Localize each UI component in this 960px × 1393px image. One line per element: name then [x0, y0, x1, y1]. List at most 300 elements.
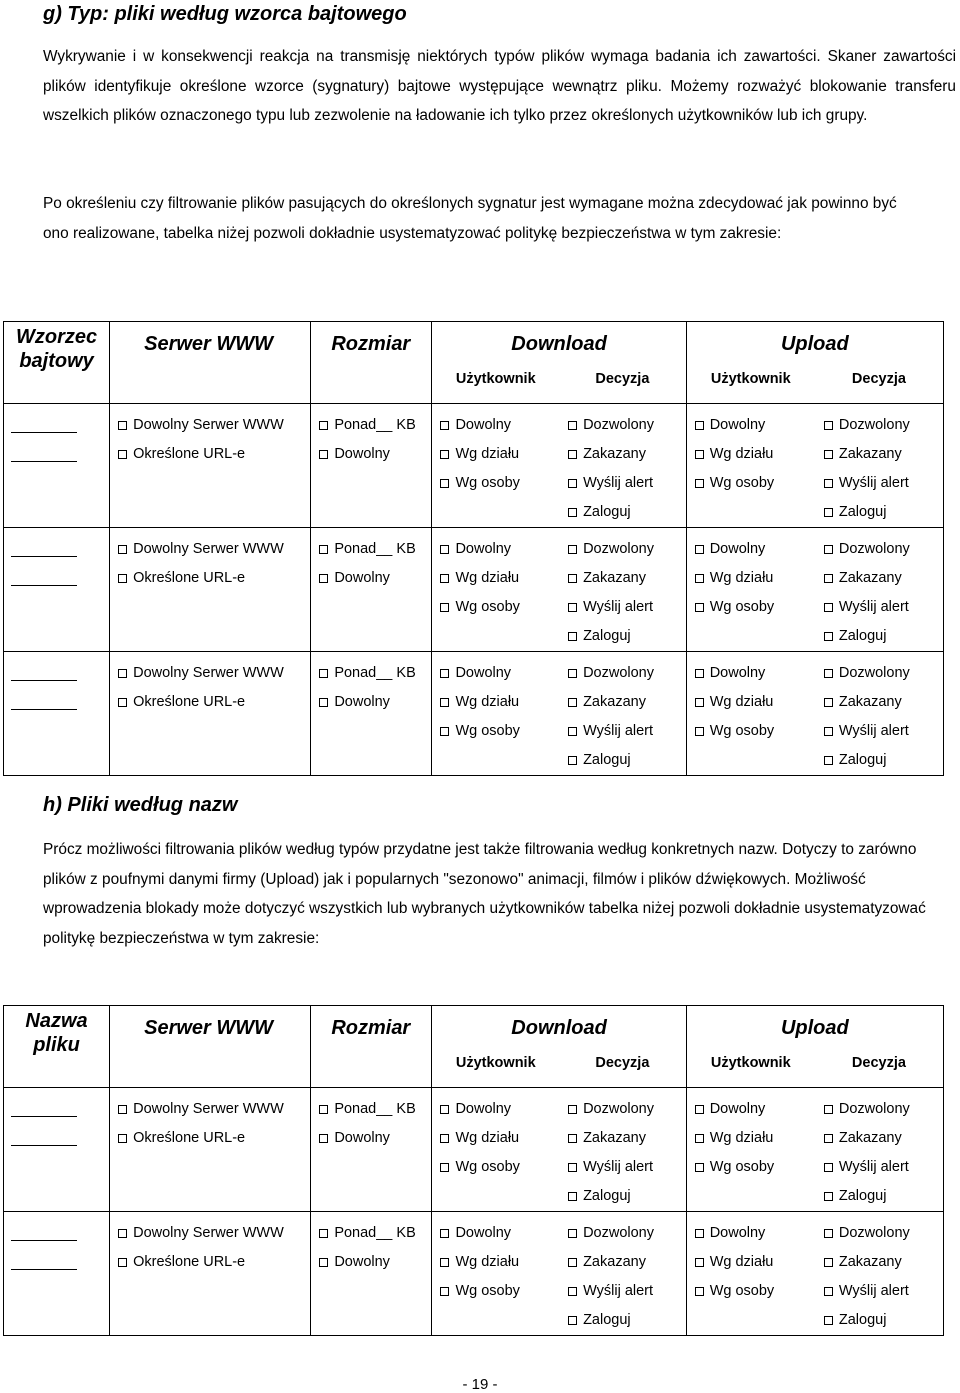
- option-user-any[interactable]: [695, 1219, 814, 1248]
- option-user-person[interactable]: [695, 469, 814, 498]
- checkbox-icon[interactable]: [695, 698, 704, 707]
- option-any-server[interactable]: [110, 659, 310, 688]
- checkbox-icon[interactable]: [568, 1229, 577, 1238]
- option-user-department[interactable]: [440, 688, 558, 717]
- header-download-decision: Decyzja: [595, 371, 650, 387]
- option-allowed[interactable]: [568, 1095, 686, 1124]
- option-allowed[interactable]: [824, 659, 943, 688]
- option-forbidden[interactable]: [568, 564, 686, 593]
- checkbox-icon[interactable]: [568, 545, 577, 554]
- header-download: Download: [511, 1017, 607, 1039]
- checkbox-icon[interactable]: [568, 1192, 577, 1201]
- checkbox-icon[interactable]: [568, 669, 577, 678]
- checkbox-icon[interactable]: [118, 1258, 127, 1267]
- option-label: Dozwolony: [838, 665, 910, 681]
- download-user-options: [432, 1095, 558, 1211]
- option-user-department[interactable]: [440, 1124, 558, 1153]
- checkbox-icon[interactable]: [440, 1105, 449, 1114]
- checkbox-icon[interactable]: [824, 1134, 833, 1143]
- option-label: Dowolny: [455, 1101, 512, 1117]
- option-label: Dowolny: [709, 1101, 766, 1117]
- download-decision-options: [558, 1219, 686, 1335]
- checkbox-icon[interactable]: [695, 450, 704, 459]
- download-decision-options: [558, 411, 686, 527]
- section-g-paragraph-2: Po określeniu czy filtrowanie plików pasujących do określonych sygnatur jest wymagane można zdecydować jak powinno być ono realizowane, tabelka niżej pozwoli dokładnie usystematyzować politykę bezpieczeństwa w tym zakresie:: [43, 195, 897, 242]
- upload-cell: [686, 652, 943, 776]
- option-log[interactable]: [568, 622, 686, 651]
- checkbox-icon[interactable]: [695, 1258, 704, 1267]
- checkbox-icon[interactable]: [118, 1229, 127, 1238]
- option-user-person[interactable]: [440, 717, 558, 746]
- option-label: Wg działu: [709, 1254, 774, 1270]
- option-specific-urls[interactable]: [110, 564, 310, 593]
- option-label: Wg działu: [709, 446, 774, 462]
- pattern-cell: [4, 652, 110, 776]
- table-header-row: [4, 322, 944, 404]
- checkbox-icon[interactable]: [440, 479, 449, 488]
- option-label: Ponad__ KB: [334, 665, 416, 681]
- option-label: Wg działu: [709, 570, 774, 586]
- option-label: Wyślij alert: [838, 723, 909, 739]
- upload-cell: [686, 1088, 943, 1212]
- option-user-department[interactable]: [695, 1124, 814, 1153]
- option-user-any[interactable]: [695, 1095, 814, 1124]
- checkbox-icon[interactable]: [118, 545, 127, 554]
- option-label: Wg osoby: [455, 475, 520, 491]
- checkbox-icon[interactable]: [440, 603, 449, 612]
- option-any-server[interactable]: [110, 411, 310, 440]
- option-user-person[interactable]: [440, 469, 558, 498]
- checkbox-icon[interactable]: [824, 1316, 833, 1325]
- option-allowed[interactable]: [568, 411, 686, 440]
- checkbox-icon[interactable]: [440, 1229, 449, 1238]
- option-user-any[interactable]: [440, 535, 558, 564]
- section-h-heading: h) Pliki według nazw: [43, 794, 238, 816]
- option-label: Dowolny Serwer WWW: [133, 665, 284, 681]
- pattern-blank-2[interactable]: [11, 433, 77, 462]
- header-web-server: Serwer WWW: [144, 333, 274, 355]
- option-send-alert[interactable]: [824, 469, 943, 498]
- header-byte-pattern: Wzorzec bajtowy: [15, 326, 98, 372]
- option-label: Wg osoby: [709, 599, 775, 615]
- checkbox-icon[interactable]: [824, 1105, 833, 1114]
- checkbox-icon[interactable]: [319, 545, 328, 554]
- pattern-blank-2[interactable]: [11, 1117, 77, 1146]
- option-user-department[interactable]: [440, 564, 558, 593]
- option-label: Dowolny: [709, 665, 766, 681]
- header-download-user: Użytkownik: [455, 1055, 536, 1071]
- option-user-any[interactable]: [695, 411, 814, 440]
- checkbox-icon[interactable]: [568, 421, 577, 430]
- option-user-person[interactable]: [695, 1277, 814, 1306]
- option-any-server[interactable]: [110, 1219, 310, 1248]
- checkbox-icon[interactable]: [568, 756, 577, 765]
- pattern-blank-1[interactable]: [11, 404, 77, 433]
- checkbox-icon[interactable]: [568, 574, 577, 583]
- checkbox-icon[interactable]: [118, 421, 127, 430]
- checkbox-icon[interactable]: [440, 1287, 449, 1296]
- option-log[interactable]: [568, 746, 686, 775]
- option-user-any[interactable]: [695, 659, 814, 688]
- header-size: Rozmiar: [331, 333, 411, 355]
- checkbox-icon[interactable]: [824, 450, 833, 459]
- checkbox-icon[interactable]: [440, 1134, 449, 1143]
- option-allowed[interactable]: [824, 1219, 943, 1248]
- file-name-policy-table: [3, 1005, 944, 1336]
- byte-pattern-policy-table: [3, 321, 944, 776]
- download-decision-options: [558, 1095, 686, 1211]
- checkbox-icon[interactable]: [440, 727, 449, 736]
- pattern-blank-2[interactable]: [11, 557, 77, 586]
- checkbox-icon[interactable]: [319, 421, 328, 430]
- option-specific-urls[interactable]: [110, 440, 310, 469]
- pattern-cell: [4, 1088, 110, 1212]
- option-log[interactable]: [568, 498, 686, 527]
- pattern-blank-1[interactable]: [11, 1212, 77, 1241]
- option-forbidden[interactable]: [568, 440, 686, 469]
- checkbox-icon[interactable]: [824, 756, 833, 765]
- option-forbidden[interactable]: [568, 1248, 686, 1277]
- checkbox-icon[interactable]: [824, 1229, 833, 1238]
- option-specific-urls[interactable]: [110, 1124, 310, 1153]
- option-size-over[interactable]: [311, 535, 431, 564]
- option-user-person[interactable]: [695, 717, 814, 746]
- checkbox-icon[interactable]: [824, 727, 833, 736]
- header-upload: Upload: [780, 1017, 849, 1039]
- option-size-any[interactable]: [311, 440, 431, 469]
- header-file-name: Nazwa pliku: [25, 1010, 88, 1056]
- checkbox-icon[interactable]: [568, 508, 577, 517]
- upload-cell: [686, 1212, 943, 1336]
- option-label: Wg działu: [709, 694, 774, 710]
- upload-user-options: [687, 411, 814, 527]
- option-size-any[interactable]: [311, 564, 431, 593]
- option-label: Ponad__ KB: [334, 541, 416, 557]
- pattern-blank-2[interactable]: [11, 681, 77, 710]
- upload-cell: [686, 404, 943, 528]
- checkbox-icon[interactable]: [568, 698, 577, 707]
- option-label: Wyślij alert: [583, 599, 654, 615]
- option-label: Wyślij alert: [838, 1159, 909, 1175]
- option-forbidden[interactable]: [568, 688, 686, 717]
- option-user-department[interactable]: [695, 688, 814, 717]
- checkbox-icon[interactable]: [695, 574, 704, 583]
- option-label: Dowolny: [709, 1225, 766, 1241]
- header-upload: Upload: [780, 333, 849, 355]
- checkbox-icon[interactable]: [824, 545, 833, 554]
- download-cell: [432, 652, 686, 776]
- option-label: Wg osoby: [709, 1283, 775, 1299]
- option-label: Określone URL-e: [133, 1130, 246, 1146]
- pattern-blank-1[interactable]: [11, 652, 77, 681]
- option-label: Wg działu: [455, 694, 520, 710]
- option-user-any[interactable]: [440, 1219, 558, 1248]
- option-user-any[interactable]: [440, 1095, 558, 1124]
- option-label: Wg działu: [455, 1254, 520, 1270]
- option-label: Dowolny: [334, 446, 390, 462]
- checkbox-icon[interactable]: [695, 1229, 704, 1238]
- download-cell: [432, 1212, 686, 1336]
- option-user-person[interactable]: [440, 593, 558, 622]
- option-label: Wg osoby: [709, 723, 775, 739]
- checkbox-icon[interactable]: [319, 669, 328, 678]
- option-label: Dozwolony: [838, 541, 910, 557]
- option-allowed[interactable]: [568, 1219, 686, 1248]
- upload-user-options: [687, 535, 814, 651]
- option-label: Zakazany: [838, 570, 902, 586]
- option-label: Zakazany: [583, 1254, 646, 1270]
- checkbox-icon[interactable]: [319, 1134, 328, 1143]
- option-log[interactable]: [824, 1182, 943, 1211]
- option-label: Wg działu: [455, 570, 520, 586]
- upload-decision-options: [814, 1219, 943, 1335]
- header-web-server: Serwer WWW: [144, 1017, 274, 1039]
- pattern-blank-1[interactable]: [11, 1088, 77, 1117]
- option-send-alert[interactable]: [824, 717, 943, 746]
- option-forbidden[interactable]: [568, 1124, 686, 1153]
- checkbox-icon[interactable]: [118, 450, 127, 459]
- option-size-over[interactable]: [311, 659, 431, 688]
- checkbox-icon[interactable]: [824, 1192, 833, 1201]
- section-h-paragraph-1: Prócz możliwości filtrowania plików według typów przydatne jest także filtrowania według konkretnych nazw. Dotyczy to zarówno plików z poufnymi danymi firmy (Upload) jak i popularnych "sezonowo" animacji, filmów i plików dźwiękowych. Możliwość wprowadzenia blokady może dotyczyć wszystkich lub wybranych użytkowników tabelka niżej pozwoli dokładnie usystematyzować politykę bezpieczeństwa w tym zakresie:: [43, 841, 926, 947]
- checkbox-icon[interactable]: [118, 1105, 127, 1114]
- upload-user-options: [687, 1095, 814, 1211]
- upload-decision-options: [814, 1095, 943, 1211]
- checkbox-icon[interactable]: [824, 421, 833, 430]
- pattern-blank-1[interactable]: [11, 528, 77, 557]
- server-cell: [110, 528, 311, 652]
- checkbox-icon[interactable]: [319, 698, 328, 707]
- download-user-options: [432, 535, 558, 651]
- option-label: Dowolny: [334, 1130, 390, 1146]
- option-any-server[interactable]: [110, 535, 310, 564]
- option-user-department[interactable]: [695, 440, 814, 469]
- checkbox-icon[interactable]: [319, 574, 328, 583]
- checkbox-icon[interactable]: [118, 669, 127, 678]
- checkbox-icon[interactable]: [319, 1229, 328, 1238]
- option-label: Dozwolony: [583, 1225, 654, 1241]
- upload-user-options: [687, 1219, 814, 1335]
- option-specific-urls[interactable]: [110, 688, 310, 717]
- checkbox-icon[interactable]: [568, 1258, 577, 1267]
- option-size-over[interactable]: [311, 1095, 431, 1124]
- checkbox-icon[interactable]: [118, 1134, 127, 1143]
- option-log[interactable]: [824, 498, 943, 527]
- option-label: Zakazany: [838, 1254, 902, 1270]
- option-user-department[interactable]: [695, 564, 814, 593]
- checkbox-icon[interactable]: [319, 1105, 328, 1114]
- option-user-person[interactable]: [695, 1153, 814, 1182]
- option-forbidden[interactable]: [824, 688, 943, 717]
- option-send-alert[interactable]: [568, 717, 686, 746]
- option-allowed[interactable]: [568, 659, 686, 688]
- checkbox-icon[interactable]: [568, 479, 577, 488]
- download-user-options: [432, 1219, 558, 1335]
- checkbox-icon[interactable]: [440, 698, 449, 707]
- header-upload-user: Użytkownik: [710, 371, 791, 387]
- checkbox-icon[interactable]: [568, 1287, 577, 1296]
- option-forbidden[interactable]: [824, 1248, 943, 1277]
- policy-row: [4, 528, 944, 652]
- option-label: Wg działu: [455, 1130, 520, 1146]
- option-size-any[interactable]: [311, 688, 431, 717]
- option-send-alert[interactable]: [824, 1153, 943, 1182]
- checkbox-icon[interactable]: [440, 545, 449, 554]
- option-label: Wyślij alert: [838, 1283, 909, 1299]
- pattern-cell: [4, 528, 110, 652]
- checkbox-icon[interactable]: [568, 632, 577, 641]
- checkbox-icon[interactable]: [568, 727, 577, 736]
- checkbox-icon[interactable]: [695, 669, 704, 678]
- checkbox-icon[interactable]: [824, 698, 833, 707]
- option-label: Zaloguj: [583, 752, 631, 768]
- checkbox-icon[interactable]: [695, 421, 704, 430]
- checkbox-icon[interactable]: [695, 727, 704, 736]
- header-download-user: Użytkownik: [455, 371, 536, 387]
- checkbox-icon[interactable]: [695, 479, 704, 488]
- option-user-any[interactable]: [440, 411, 558, 440]
- checkbox-icon[interactable]: [440, 574, 449, 583]
- option-allowed[interactable]: [824, 535, 943, 564]
- option-log[interactable]: [824, 622, 943, 651]
- option-size-over[interactable]: [311, 1219, 431, 1248]
- option-log[interactable]: [824, 1306, 943, 1335]
- checkbox-icon[interactable]: [824, 574, 833, 583]
- download-cell: [432, 1088, 686, 1212]
- checkbox-icon[interactable]: [824, 508, 833, 517]
- option-size-over[interactable]: [311, 411, 431, 440]
- checkbox-icon[interactable]: [824, 632, 833, 641]
- option-send-alert[interactable]: [824, 593, 943, 622]
- option-allowed[interactable]: [824, 411, 943, 440]
- option-user-any[interactable]: [695, 535, 814, 564]
- checkbox-icon[interactable]: [440, 421, 449, 430]
- checkbox-icon[interactable]: [695, 1287, 704, 1296]
- option-user-department[interactable]: [695, 1248, 814, 1277]
- checkbox-icon[interactable]: [440, 1258, 449, 1267]
- option-label: Dowolny: [709, 417, 766, 433]
- checkbox-icon[interactable]: [568, 1316, 577, 1325]
- checkbox-icon[interactable]: [824, 603, 833, 612]
- option-send-alert[interactable]: [568, 1277, 686, 1306]
- option-send-alert[interactable]: [568, 1153, 686, 1182]
- option-user-any[interactable]: [440, 659, 558, 688]
- checkbox-icon[interactable]: [824, 1287, 833, 1296]
- pattern-cell: [4, 1212, 110, 1336]
- policy-row: [4, 1212, 944, 1336]
- checkbox-icon[interactable]: [824, 669, 833, 678]
- option-send-alert[interactable]: [568, 469, 686, 498]
- option-label: Wyślij alert: [583, 475, 654, 491]
- option-label: Dowolny Serwer WWW: [133, 417, 284, 433]
- option-label: Zakazany: [583, 1130, 646, 1146]
- checkbox-icon[interactable]: [695, 545, 704, 554]
- option-label: Zakazany: [838, 446, 902, 462]
- option-log[interactable]: [824, 746, 943, 775]
- option-label: Wg osoby: [455, 1159, 520, 1175]
- option-log[interactable]: [568, 1306, 686, 1335]
- server-cell: [110, 652, 311, 776]
- option-label: Wg osoby: [709, 475, 775, 491]
- option-label: Ponad__ KB: [334, 1101, 416, 1117]
- checkbox-icon[interactable]: [440, 1163, 449, 1172]
- checkbox-icon[interactable]: [568, 1163, 577, 1172]
- checkbox-icon[interactable]: [824, 1163, 833, 1172]
- option-label: Dowolny: [455, 1225, 512, 1241]
- checkbox-icon[interactable]: [824, 479, 833, 488]
- page-number: - 19 -: [462, 1376, 498, 1393]
- option-size-any[interactable]: [311, 1124, 431, 1153]
- checkbox-icon[interactable]: [440, 669, 449, 678]
- option-label: Wg działu: [709, 1130, 774, 1146]
- option-label: Wyślij alert: [583, 1159, 654, 1175]
- checkbox-icon[interactable]: [118, 574, 127, 583]
- checkbox-icon[interactable]: [695, 1105, 704, 1114]
- option-allowed[interactable]: [568, 535, 686, 564]
- section-g-paragraph-1: Wykrywanie i w konsekwencji reakcja na transmisję niektórych typów plików wymaga badania ich zawartości. Skaner zawartości plików identyfikuje określone wzorce (sygnatury) bajtowe występujące wewnątrz pliku. Możemy rozważyć blokowanie transferu wszelkich plików oznaczonego typu lub zezwolenie na ładowanie ich tylko przez określonych użytkowników lub ich grupy.: [43, 48, 956, 124]
- option-label: Ponad__ KB: [334, 1225, 416, 1241]
- option-label: Wg działu: [455, 446, 520, 462]
- option-label: Zakazany: [583, 446, 646, 462]
- option-label: Dowolny Serwer WWW: [133, 1225, 284, 1241]
- option-user-person[interactable]: [440, 1277, 558, 1306]
- option-size-any[interactable]: [311, 1248, 431, 1277]
- option-label: Dowolny: [334, 1254, 390, 1270]
- option-label: Określone URL-e: [133, 694, 246, 710]
- option-user-department[interactable]: [440, 1248, 558, 1277]
- option-forbidden[interactable]: [824, 440, 943, 469]
- checkbox-icon[interactable]: [568, 1134, 577, 1143]
- option-label: Dowolny Serwer WWW: [133, 1101, 284, 1117]
- option-label: Wyślij alert: [838, 475, 909, 491]
- pattern-blank-2[interactable]: [11, 1241, 77, 1270]
- option-label: Dowolny: [334, 570, 390, 586]
- header-upload-decision: Decyzja: [851, 1055, 906, 1071]
- option-user-person[interactable]: [440, 1153, 558, 1182]
- checkbox-icon[interactable]: [319, 1258, 328, 1267]
- option-forbidden[interactable]: [824, 1124, 943, 1153]
- size-cell: [311, 1088, 432, 1212]
- checkbox-icon[interactable]: [319, 450, 328, 459]
- checkbox-icon[interactable]: [118, 698, 127, 707]
- upload-decision-options: [814, 411, 943, 527]
- option-user-department[interactable]: [440, 440, 558, 469]
- option-label: Dozwolony: [838, 417, 910, 433]
- checkbox-icon[interactable]: [568, 1105, 577, 1114]
- checkbox-icon[interactable]: [568, 603, 577, 612]
- policy-row: [4, 404, 944, 528]
- option-label: Wg osoby: [455, 723, 520, 739]
- option-label: Dozwolony: [583, 417, 654, 433]
- option-specific-urls[interactable]: [110, 1248, 310, 1277]
- option-send-alert[interactable]: [568, 593, 686, 622]
- checkbox-icon[interactable]: [695, 1163, 704, 1172]
- option-label: Wg osoby: [455, 1283, 520, 1299]
- checkbox-icon[interactable]: [695, 1134, 704, 1143]
- option-send-alert[interactable]: [824, 1277, 943, 1306]
- option-any-server[interactable]: [110, 1095, 310, 1124]
- checkbox-icon[interactable]: [568, 450, 577, 459]
- option-allowed[interactable]: [824, 1095, 943, 1124]
- option-forbidden[interactable]: [824, 564, 943, 593]
- checkbox-icon[interactable]: [440, 450, 449, 459]
- option-user-person[interactable]: [695, 593, 814, 622]
- option-log[interactable]: [568, 1182, 686, 1211]
- upload-cell: [686, 528, 943, 652]
- checkbox-icon[interactable]: [695, 603, 704, 612]
- option-label: Zakazany: [583, 694, 646, 710]
- checkbox-icon[interactable]: [824, 1258, 833, 1267]
